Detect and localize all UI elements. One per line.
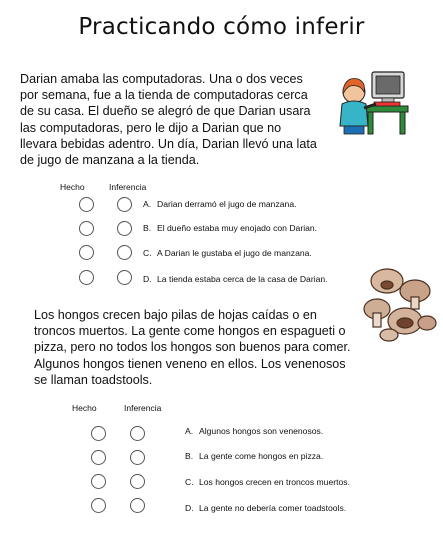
hecho-radio-d[interactable]: [91, 498, 106, 513]
option-letter: A.: [143, 199, 152, 209]
option-letter: B.: [143, 223, 152, 233]
option-letter: C.: [185, 477, 194, 487]
option-text: La tienda estaba cerca de la casa de Darian.: [157, 274, 328, 284]
hecho-radio-a[interactable]: [79, 197, 94, 212]
option-letter: D.: [143, 274, 152, 284]
option-text: Algunos hongos son venenosos.: [199, 426, 324, 436]
option-letter: D.: [185, 503, 194, 513]
inferencia-radio-b[interactable]: [130, 450, 145, 465]
inferencia-radio-a[interactable]: [130, 426, 145, 441]
option-a: [143, 199, 297, 209]
option-text: A Darian le gustaba el jugo de manzana.: [157, 248, 312, 258]
passage-hongos: Los hongos crecen bajo pilas de hojas caídas o en troncos muertos. La gente come hongos en espagueti o pizza, pero no todos los hongos son buenos para comer. Algunos hongos tienen veneno en ellos. Los venenosos se llaman toadstools.: [34, 308, 351, 387]
inferencia-radio-a[interactable]: [117, 197, 132, 212]
hecho-radio-c[interactable]: [91, 474, 106, 489]
option-b: [185, 451, 323, 461]
column-hecho-label: Hecho: [72, 403, 97, 413]
option-d: [143, 274, 328, 284]
inferencia-radio-c[interactable]: [117, 245, 132, 260]
option-d: [185, 503, 346, 513]
option-letter: B.: [185, 451, 194, 461]
passage-darian: Darian amaba las computadoras. Una o dos veces por semana, fue a la tienda de computadoras cerca de su casa. El dueño se alegró de que Darian usara las computadoras, pero le dijo a Darian que no llevara bebidas adentro. Un día, Darian llevó una lata de jugo de manzana a la tienda.: [20, 72, 317, 168]
hecho-radio-d[interactable]: [79, 270, 94, 285]
inferencia-radio-d[interactable]: [130, 498, 145, 513]
hecho-radio-c[interactable]: [79, 245, 94, 260]
hecho-radio-b[interactable]: [91, 450, 106, 465]
computer-kid-icon: [338, 70, 410, 136]
option-letter: C.: [143, 248, 152, 258]
hecho-radio-b[interactable]: [79, 221, 94, 236]
page-title: Practicando cómo inferir: [78, 14, 365, 40]
inferencia-radio-d[interactable]: [117, 270, 132, 285]
option-c: [185, 477, 350, 487]
option-text: Los hongos crecen en troncos muertos.: [199, 477, 350, 487]
inferencia-radio-b[interactable]: [117, 221, 132, 236]
option-letter: A.: [185, 426, 194, 436]
column-inferencia-label: Inferencia: [124, 403, 162, 413]
option-text: Darian derramó el jugo de manzana.: [157, 199, 297, 209]
inferencia-radio-c[interactable]: [130, 474, 145, 489]
column-hecho-label: Hecho: [60, 182, 85, 192]
option-text: La gente no debería comer toadstools.: [199, 503, 347, 513]
option-a: [185, 426, 323, 436]
option-b: [143, 223, 317, 233]
option-text: El dueño estaba muy enojado con Darian.: [157, 223, 318, 233]
mushrooms-icon: [357, 263, 437, 343]
hecho-radio-a[interactable]: [91, 426, 106, 441]
option-c: [143, 248, 312, 258]
option-text: La gente come hongos en pizza.: [199, 451, 324, 461]
column-inferencia-label: Inferencia: [109, 182, 147, 192]
